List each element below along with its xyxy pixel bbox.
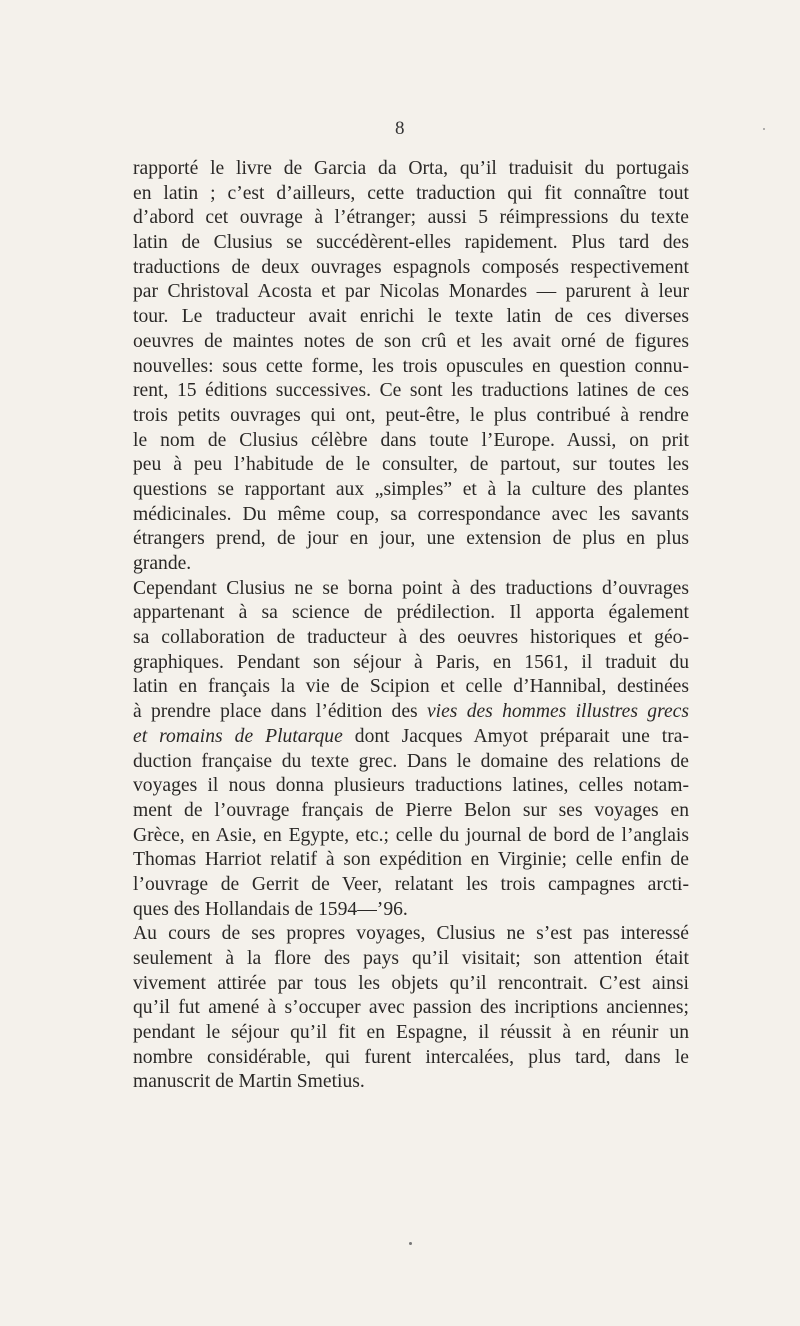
text-line: trois petits ouvrages qui ont, peut-être, le plus contribué à rendre	[133, 404, 689, 426]
book-title-italic: et romains de Plutarque	[133, 725, 343, 747]
text-line: nouvelles: sous cette forme, les trois opuscules en question connu-	[133, 355, 689, 377]
text-segment: à prendre place dans l’édition des	[133, 701, 427, 723]
text-line: latin en français la vie de Scipion et celle d’Hannibal, destinées	[133, 676, 689, 698]
text-line: étrangers prend, de jour en jour, une extension de plus en plus	[133, 528, 689, 550]
text-line: Au cours de ses propres voyages, Clusius ne s’est pas interessé	[133, 923, 689, 945]
text-line: le nom de Clusius célèbre dans toute l’Europe. Aussi, on prit	[133, 429, 689, 451]
text-line: rapporté le livre de Garcia da Orta, qu’il traduisit du portugais	[133, 158, 689, 179]
text-line: d’abord cet ouvrage à l’étranger; aussi 5 réimpressions du texte	[133, 207, 689, 229]
text-line: Cependant Clusius ne se borna point à des traductions d’ouvrages	[133, 577, 689, 599]
text-line: par Christoval Acosta et par Nicolas Monardes — parurent à leur	[133, 281, 689, 303]
text-line: ment de l’ouvrage français de Pierre Belon sur ses voyages en	[133, 799, 689, 821]
text-line: Thomas Harriot relatif à son expédition en Virginie; celle enfin de	[133, 849, 689, 871]
text-line: Grèce, en Asie, en Egypte, etc.; celle du journal de bord de l’anglais	[133, 824, 689, 846]
text-line: en latin ; c’est d’ailleurs, cette traduction qui fit connaître tout	[133, 182, 689, 204]
text-line: oeuvres de maintes notes de son crû et les avait orné de figures	[133, 330, 689, 352]
book-title-italic: vies des hommes illustres grecs	[426, 701, 689, 723]
text-line: rent, 15 éditions successives. Ce sont les traductions latines de ces	[133, 380, 689, 402]
text-line: pendant le séjour qu’il fit en Espagne, il réussit à en réunir un	[133, 1022, 689, 1044]
text-line: seulement à la flore des pays qu’il visitait; son attention était	[133, 948, 689, 969]
text-line: latin de Clusius se succédèrent-elles rapidement. Plus tard des	[133, 232, 689, 254]
ink-speck	[409, 1242, 412, 1245]
text-line: questions se rapportant aux „simples” et à la culture des plantes	[133, 478, 689, 500]
text-line: qu’il fut amené à s’occuper avec passion des incriptions anciennes;	[133, 997, 689, 1019]
text-line: l’ouvrage de Gerrit de Veer, relatant les trois campagnes arcti-	[133, 873, 689, 895]
text-line-with-title	[133, 725, 689, 750]
body-text	[133, 157, 689, 1095]
text-line: duction française du texte grec. Dans le domaine des relations de	[133, 750, 689, 772]
page-number: 8	[395, 118, 405, 139]
text-segment: dont Jacques Amyot préparait une tra-	[342, 725, 689, 747]
text-line: manuscrit de Martin Smetius.	[133, 1071, 365, 1093]
text-line-with-title	[133, 700, 689, 725]
text-line: médicinales. Du même coup, sa correspondance avec les savants	[133, 503, 689, 525]
text-line: traductions de deux ouvrages espagnols composés respectivement	[133, 256, 689, 278]
text-line: voyages il nous donna plusieurs traductions latines, celles notam-	[133, 775, 689, 797]
text-line: ques des Hollandais de 1594—’96.	[133, 898, 408, 920]
ink-speck	[763, 128, 765, 130]
text-line: sa collaboration de traducteur à des oeuvres historiques et géo-	[133, 627, 689, 649]
text-line: grande.	[133, 553, 192, 574]
text-line: appartenant à sa science de prédilection. Il apporta également	[133, 602, 689, 624]
text-line: peu à peu l’habitude de le consulter, de partout, sur toutes les	[133, 454, 689, 476]
text-line: nombre considérable, qui furent intercalées, plus tard, dans le	[133, 1046, 689, 1068]
text-line: vivement attirée par tous les objets qu’il rencontrait. C’est ainsi	[133, 972, 689, 994]
text-line: graphiques. Pendant son séjour à Paris, en 1561, il traduit du	[133, 651, 689, 673]
text-line: tour. Le traducteur avait enrichi le texte latin de ces diverses	[133, 306, 689, 328]
